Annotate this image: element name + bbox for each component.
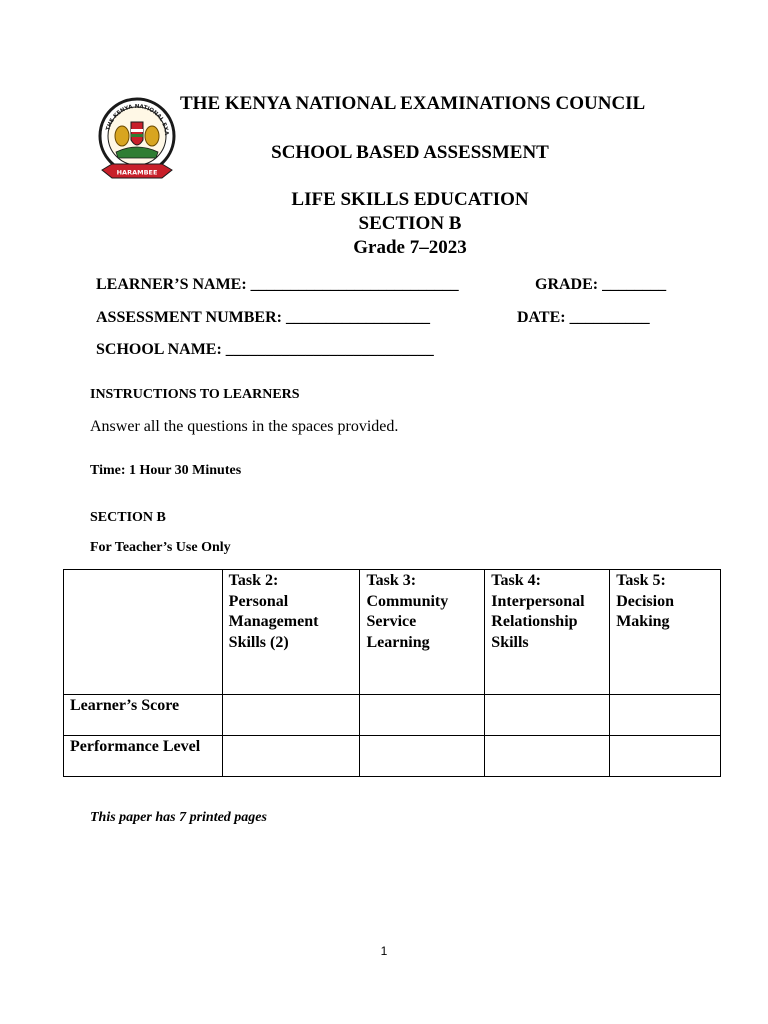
svg-text:HARAMBEE: HARAMBEE: [116, 168, 158, 177]
task-5-header: Task 5: Decision Making: [610, 570, 721, 695]
grade-field[interactable]: GRADE: ________: [535, 276, 667, 293]
instructions-text: Answer all the questions in the spaces provided.: [90, 418, 399, 435]
section-label: SECTION B: [90, 510, 166, 525]
table-header-row: [64, 570, 721, 695]
teacher-use-note: For Teacher’s Use Only: [90, 540, 231, 555]
score-table: [63, 569, 721, 777]
subject-title: LIFE SKILLS EDUCATION: [291, 189, 529, 210]
score-cell-task-5[interactable]: [610, 695, 721, 736]
score-cell-task-2[interactable]: [222, 695, 360, 736]
date-field[interactable]: DATE: __________: [517, 309, 650, 326]
assessment-title: SCHOOL BASED ASSESSMENT: [271, 142, 549, 163]
time-allowed: Time: 1 Hour 30 Minutes: [90, 463, 242, 478]
score-cell-task-3[interactable]: [360, 695, 485, 736]
learner-name-field[interactable]: LEARNER’S NAME: __________________________: [96, 276, 459, 293]
level-cell-task-3[interactable]: [360, 736, 485, 777]
printed-pages-note: This paper has 7 printed pages: [90, 810, 267, 825]
assessment-number-field[interactable]: ASSESSMENT NUMBER: __________________: [96, 309, 430, 326]
performance-level-label: Performance Level: [64, 736, 223, 777]
task-2-header: Task 2: Personal Management Skills (2): [222, 570, 360, 695]
level-cell-task-2[interactable]: [222, 736, 360, 777]
task-3-header: Task 3: Community Service Learning: [360, 570, 485, 695]
school-name-field[interactable]: SCHOOL NAME: __________________________: [96, 341, 434, 358]
council-title: THE KENYA NATIONAL EXAMINATIONS COUNCIL: [180, 93, 646, 114]
task-4-header: Task 4: Interpersonal Relationship Skills: [485, 570, 610, 695]
section-title: SECTION B: [358, 213, 462, 234]
page-number: 1: [380, 944, 388, 958]
table-row: [64, 695, 721, 736]
table-corner-cell: [64, 570, 223, 695]
score-cell-task-4[interactable]: [485, 695, 610, 736]
instructions-heading: INSTRUCTIONS TO LEARNERS: [90, 387, 300, 402]
svg-text:THE KENYA NATIONAL EXAM: THE KENYA NATIONAL EXA: [105, 103, 170, 136]
level-cell-task-4[interactable]: [485, 736, 610, 777]
level-cell-task-5[interactable]: [610, 736, 721, 777]
table-row: [64, 736, 721, 777]
grade-year-title: Grade 7–2023: [353, 237, 467, 258]
learners-score-label: Learner’s Score: [64, 695, 223, 736]
